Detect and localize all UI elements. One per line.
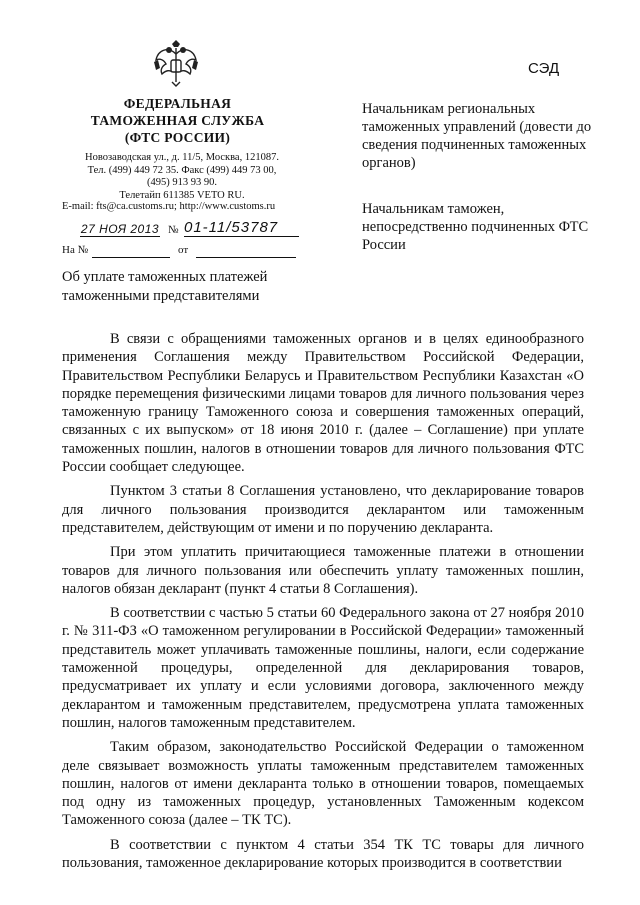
org-phones-2: (495) 913 93 90.: [147, 177, 217, 188]
org-name-line2: ТАМОЖЕННАЯ СЛУЖБА: [90, 113, 265, 128]
ref-date-blank: [196, 257, 296, 258]
org-contacts: [62, 152, 302, 202]
org-phones: Тел. (499) 449 72 35. Факс (499) 449 73 00,: [87, 164, 277, 176]
organization-name: [70, 95, 285, 146]
addressee-customs: Начальникам таможен, непосредственно подчиненных ФТС России: [362, 201, 589, 253]
letter-subject: Об уплате таможенных платежей таможенными представителями: [62, 269, 268, 304]
addressee-regional: Начальникам региональных таможенных управлений (довести до сведения подчиненных таможенных органов): [362, 101, 592, 171]
reference-line: [62, 244, 302, 260]
registration-line: [62, 219, 302, 240]
ref-from-label: от: [178, 244, 189, 256]
body-paragraph: Таким образом, законодательство Российской Федерации о таможенном деле связывает возможность уплаты таможенным представителем таможенных пошлин, налогов от имени декларанта только в отношении товаров, помещаемых под одну из таможенных процедур, установленных Таможенным кодексом Таможенного союза (далее – ТК ТС).: [62, 739, 584, 829]
ref-number-blank: [92, 257, 170, 258]
letter-body: [62, 330, 584, 878]
org-teletype: Телетайп 611385 VETO RU.: [119, 189, 245, 201]
org-name-line3: (ФТС РОССИИ): [124, 130, 231, 145]
body-paragraph: В связи с обращениями таможенных органов и в целях единообразного применения Соглашения между Правительством Российской Федерации, Правительством Республики Беларусь и Правительством Республики Казахстан «О порядке перемещения физическими лицами товаров для личного пользования через таможенную границу Таможенного союза и совершения таможенных операций, связанных с их выпуском» от 18 июня 2010 г. (далее – Соглашение) при уплате таможенных пошлин, налогов в отношении товаров для личного пользования ФТС России сообщает следующее.: [62, 331, 584, 476]
registration-number: 01-11/53787: [184, 219, 299, 237]
org-name-line1: ФЕДЕРАЛЬНАЯ: [123, 96, 232, 111]
ref-number-label: На №: [62, 244, 89, 256]
body-paragraph: Пунктом 3 статьи 8 Соглашения установлено, что декларирование товаров для личного пользования производится декларантом или таможенным представителем, действующим от имени и по поручению декларанта.: [62, 483, 584, 536]
body-paragraph: В соответствии с частью 5 статьи 60 Федерального закона от 27 ноября 2010 г. № 311-ФЗ «О таможенном регулировании в Российской Федерации» таможенный представитель может уплачивать таможенные пошлины, налоги, если содержание таможенной процедуры, определенной для декларирования товаров, предусматривает их уплату и если условиями договора, заключенного между декларантом и таможенным представителем, предусмотрена уплата таможенных пошлин, налогов таможенным представителем.: [62, 605, 584, 731]
number-label: №: [168, 224, 179, 236]
sed-stamp: СЭД: [528, 60, 560, 77]
body-paragraph: В соответствии с пунктом 4 статьи 354 ТК ТС товары для личного пользования, таможенное декларирование которых производится в соответствии: [62, 836, 584, 872]
coat-of-arms-icon: [150, 38, 202, 90]
body-paragraph: При этом уплатить причитающиеся таможенные платежи в отношении товаров для личного пользования или обеспечить уплату таможенных пошлин, налогов обязан декларант (пункт 4 статьи 8 Соглашения).: [62, 544, 584, 597]
org-email: E-mail: fts@ca.customs.ru; http://www.customs.ru: [62, 201, 276, 212]
registration-date: 27 НОЯ 2013: [80, 222, 160, 236]
org-address: Новозаводская ул., д. 11/5, Москва, 121087.: [85, 152, 279, 163]
